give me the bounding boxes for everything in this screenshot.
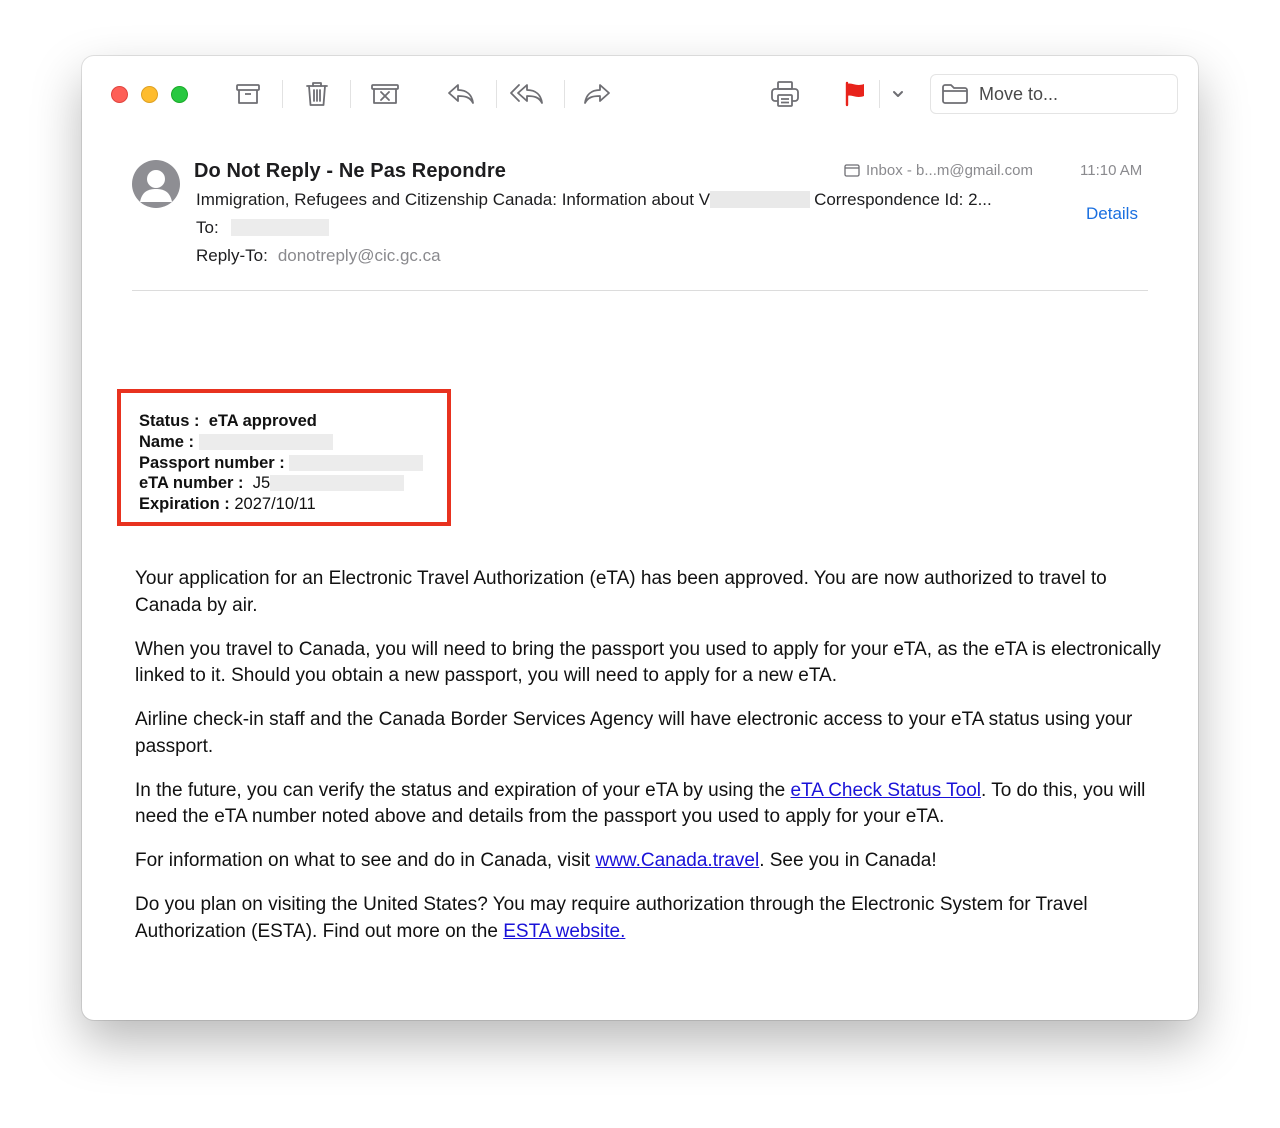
body-text-segment: For information on what to see and do in Canada, visit xyxy=(135,850,596,871)
archive-icon xyxy=(235,82,261,106)
name-row xyxy=(139,432,423,453)
body-paragraph: When you travel to Canada, you will need to bring the passport you used to apply for your eTA, as the eTA is electronically linked to it. Should you obtain a new passport, you will need to apply for a new eTA. xyxy=(135,638,1161,686)
junk-button[interactable] xyxy=(368,78,402,110)
body-text-segment: . To do this, you will need the eTA number noted above and details from the passport you used to apply for your eTA. xyxy=(135,779,1146,827)
passport-row xyxy=(139,453,423,474)
passport-label: Passport number : xyxy=(139,453,285,472)
body-paragraph: Your application for an Electronic Travel Authorization (eTA) has been approved. You are now authorized to travel to Canada by air. xyxy=(135,568,1107,616)
mailbox-label xyxy=(844,162,1033,179)
esta-website-link[interactable]: ESTA website. xyxy=(503,920,626,942)
toolbar-separator xyxy=(879,80,880,108)
received-time: 11:10 AM xyxy=(1080,162,1143,179)
flag-button[interactable] xyxy=(838,78,872,110)
body-paragraph xyxy=(135,892,1165,945)
trash-icon xyxy=(305,80,329,108)
chevron-down-icon xyxy=(891,89,905,99)
tray-icon xyxy=(844,164,860,177)
to-label: To: xyxy=(196,218,219,237)
status-highlight-box xyxy=(117,389,451,526)
reply-to-row xyxy=(196,246,441,266)
redacted-block xyxy=(710,191,810,208)
redacted-block xyxy=(270,475,404,491)
toolbar-separator xyxy=(496,80,497,108)
forward-button[interactable] xyxy=(580,78,614,110)
expiration-row xyxy=(139,494,423,515)
subject-start: Immigration, Refugees and Citizenship Canada: Information about V xyxy=(196,190,711,209)
status-row xyxy=(139,411,423,432)
toolbar-separator xyxy=(350,80,351,108)
message-body xyxy=(135,566,1165,963)
reply-all-icon xyxy=(509,82,545,106)
folder-icon xyxy=(941,83,969,105)
expiration-label: Expiration : xyxy=(139,495,230,514)
mailbox-text: Inbox - b...m@gmail.com xyxy=(866,162,1033,179)
header-divider xyxy=(132,290,1148,291)
forward-icon xyxy=(583,82,611,106)
flag-icon xyxy=(843,81,867,107)
body-paragraph xyxy=(135,848,1165,875)
status-label: Status : xyxy=(139,412,200,430)
print-button[interactable] xyxy=(768,78,802,110)
close-window-button[interactable] xyxy=(111,86,128,103)
printer-icon xyxy=(770,80,800,108)
reply-to-label: Reply-To: xyxy=(196,246,268,265)
person-icon xyxy=(132,160,180,208)
eta-check-status-link[interactable]: eTA Check Status Tool xyxy=(790,779,981,801)
move-to-button[interactable] xyxy=(930,74,1178,114)
body-text-segment: . See you in Canada! xyxy=(759,850,937,871)
trash-button[interactable] xyxy=(300,78,334,110)
eta-number-label: eTA number : xyxy=(139,474,244,493)
body-text-segment: Do you plan on visiting the United States? You may require authorization through the Electronic System for Travel Authorization (ESTA). Find out more on the xyxy=(135,894,1088,942)
redacted-block xyxy=(199,434,333,450)
minimize-window-button[interactable] xyxy=(141,86,158,103)
toolbar xyxy=(82,56,1198,132)
reply-to-address[interactable]: donotreply@cic.gc.ca xyxy=(277,246,441,265)
move-to-label: Move to... xyxy=(979,83,1059,104)
reply-all-button[interactable] xyxy=(510,78,544,110)
toolbar-separator xyxy=(564,80,565,108)
body-text-segment: In the future, you can verify the status and expiration of your eTA by using the xyxy=(135,779,791,801)
toolbar-separator xyxy=(282,80,283,108)
subject-end: Correspondence Id: 2... xyxy=(814,190,992,209)
subject-line xyxy=(196,190,1056,210)
name-label: Name : xyxy=(139,432,195,451)
redacted-block xyxy=(289,455,423,471)
canada-travel-link[interactable]: www.Canada.travel xyxy=(595,850,760,871)
body-paragraph: Airline check-in staff and the Canada Border Services Agency will have electronic access to your eTA status using your passport. xyxy=(135,709,1133,757)
flag-menu-button[interactable] xyxy=(884,78,912,110)
eta-number-partial: J5 xyxy=(252,474,271,493)
eta-number-row xyxy=(139,473,423,494)
to-row xyxy=(196,218,329,238)
reply-button[interactable] xyxy=(444,78,478,110)
redacted-block xyxy=(231,219,329,236)
avatar[interactable] xyxy=(132,160,180,208)
details-link[interactable]: Details xyxy=(1086,204,1138,223)
mail-window xyxy=(82,56,1198,1020)
archive-button[interactable] xyxy=(231,78,265,110)
reply-icon xyxy=(447,82,475,106)
body-paragraph xyxy=(135,778,1165,831)
expiration-value: 2027/10/11 xyxy=(234,495,316,514)
sender-name[interactable]: Do Not Reply - Ne Pas Repondre xyxy=(194,160,506,182)
status-value: eTA approved xyxy=(208,412,317,430)
message-header xyxy=(82,146,1198,292)
junk-icon xyxy=(370,82,400,106)
status-details xyxy=(139,411,423,515)
zoom-window-button[interactable] xyxy=(171,86,188,103)
